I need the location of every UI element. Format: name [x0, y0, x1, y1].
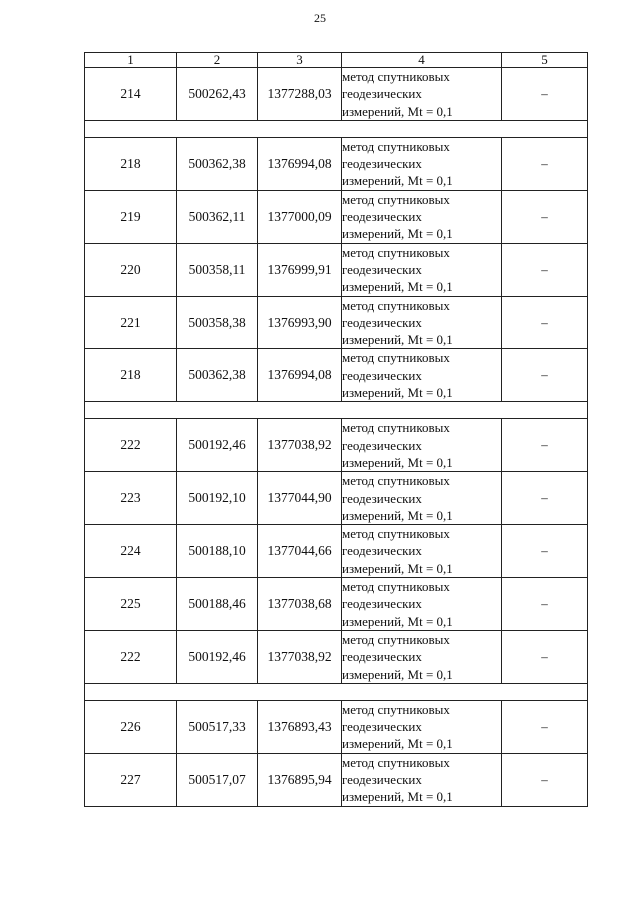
separator-cell [85, 683, 588, 700]
method-line: метод спутниковых [342, 631, 450, 647]
method-line: метод спутниковых [342, 350, 450, 366]
y-coordinate-cell: 1377038,68 [258, 578, 342, 631]
accuracy-dash-cell: – [502, 419, 588, 472]
y-coordinate-cell: 1376895,94 [258, 753, 342, 806]
method-cell [342, 700, 502, 753]
x-coordinate-cell: 500188,10 [177, 525, 258, 578]
method-line: метод спутниковых [342, 473, 450, 489]
accuracy-dash-cell: – [502, 700, 588, 753]
table-row [85, 349, 588, 402]
method-line: геодезических [342, 719, 422, 735]
method-line: измерений, Mt = 0,1 [342, 226, 453, 242]
method-line: измерений, Mt = 0,1 [342, 736, 453, 752]
method-cell [342, 472, 502, 525]
group-separator-row [85, 402, 588, 419]
accuracy-dash-cell: – [502, 525, 588, 578]
method-cell [342, 243, 502, 296]
method-cell [342, 525, 502, 578]
table-row [85, 137, 588, 190]
y-coordinate-cell: 1376994,08 [258, 137, 342, 190]
point-number-cell: 219 [85, 190, 177, 243]
point-number-cell: 226 [85, 700, 177, 753]
method-line: измерений, Mt = 0,1 [342, 173, 453, 189]
method-line: геодезических [342, 771, 422, 787]
x-coordinate-cell: 500362,38 [177, 137, 258, 190]
y-coordinate-cell: 1377044,90 [258, 472, 342, 525]
accuracy-dash-cell: – [502, 68, 588, 121]
method-line: геодезических [342, 314, 422, 330]
method-line: измерений, Mt = 0,1 [342, 454, 453, 470]
accuracy-dash-cell: – [502, 472, 588, 525]
method-line: геодезических [342, 649, 422, 665]
method-line: метод спутниковых [342, 297, 450, 313]
y-coordinate-cell: 1376994,08 [258, 349, 342, 402]
method-line: измерений, Mt = 0,1 [342, 332, 453, 348]
x-coordinate-cell: 500362,11 [177, 190, 258, 243]
x-coordinate-cell: 500362,38 [177, 349, 258, 402]
accuracy-dash-cell: – [502, 753, 588, 806]
y-coordinate-cell: 1377038,92 [258, 419, 342, 472]
y-coordinate-cell: 1377288,03 [258, 68, 342, 121]
method-line: геодезических [342, 596, 422, 612]
method-line: метод спутниковых [342, 579, 450, 595]
table-row [85, 296, 588, 349]
accuracy-dash-cell: – [502, 137, 588, 190]
method-line: метод спутниковых [342, 526, 450, 542]
x-coordinate-cell: 500188,46 [177, 578, 258, 631]
table-row [85, 419, 588, 472]
table-row [85, 243, 588, 296]
method-line: измерений, Mt = 0,1 [342, 103, 453, 119]
accuracy-dash-cell: – [502, 578, 588, 631]
method-line: измерений, Mt = 0,1 [342, 666, 453, 682]
header-col-5: 5 [502, 53, 588, 68]
y-coordinate-cell: 1377038,92 [258, 630, 342, 683]
coordinates-table [84, 52, 588, 807]
accuracy-dash-cell: – [502, 296, 588, 349]
table-row [85, 700, 588, 753]
x-coordinate-cell: 500517,07 [177, 753, 258, 806]
method-line: геодезических [342, 156, 422, 172]
accuracy-dash-cell: – [502, 349, 588, 402]
method-line: геодезических [342, 261, 422, 277]
method-cell [342, 753, 502, 806]
method-line: измерений, Mt = 0,1 [342, 613, 453, 629]
x-coordinate-cell: 500517,33 [177, 700, 258, 753]
table-body [85, 68, 588, 807]
header-col-2: 2 [177, 53, 258, 68]
method-line: геодезических [342, 490, 422, 506]
method-cell [342, 190, 502, 243]
separator-cell [85, 402, 588, 419]
y-coordinate-cell: 1376999,91 [258, 243, 342, 296]
x-coordinate-cell: 500192,46 [177, 419, 258, 472]
accuracy-dash-cell: – [502, 243, 588, 296]
method-line: геодезических [342, 543, 422, 559]
y-coordinate-cell: 1377044,66 [258, 525, 342, 578]
accuracy-dash-cell: – [502, 630, 588, 683]
method-line: метод спутниковых [342, 191, 450, 207]
method-line: метод спутниковых [342, 754, 450, 770]
method-cell [342, 419, 502, 472]
x-coordinate-cell: 500192,10 [177, 472, 258, 525]
method-cell [342, 630, 502, 683]
method-cell [342, 137, 502, 190]
point-number-cell: 224 [85, 525, 177, 578]
method-line: метод спутниковых [342, 69, 450, 84]
table-row [85, 525, 588, 578]
method-line: метод спутниковых [342, 701, 450, 717]
method-line: измерений, Mt = 0,1 [342, 560, 453, 576]
accuracy-dash-cell: – [502, 190, 588, 243]
point-number-cell: 222 [85, 419, 177, 472]
point-number-cell: 218 [85, 349, 177, 402]
table-row [85, 190, 588, 243]
y-coordinate-cell: 1377000,09 [258, 190, 342, 243]
table-row [85, 472, 588, 525]
method-line: измерений, Mt = 0,1 [342, 385, 453, 401]
x-coordinate-cell: 500358,11 [177, 243, 258, 296]
y-coordinate-cell: 1376993,90 [258, 296, 342, 349]
table-header [85, 53, 588, 68]
method-cell [342, 296, 502, 349]
group-separator-row [85, 120, 588, 137]
x-coordinate-cell: 500262,43 [177, 68, 258, 121]
x-coordinate-cell: 500192,46 [177, 630, 258, 683]
point-number-cell: 214 [85, 68, 177, 121]
method-line: геодезических [342, 437, 422, 453]
method-line: метод спутниковых [342, 244, 450, 260]
method-cell [342, 578, 502, 631]
table-row [85, 630, 588, 683]
method-cell [342, 349, 502, 402]
point-number-cell: 222 [85, 630, 177, 683]
separator-cell [85, 120, 588, 137]
method-line: геодезических [342, 86, 422, 102]
x-coordinate-cell: 500358,38 [177, 296, 258, 349]
group-separator-row [85, 683, 588, 700]
point-number-cell: 220 [85, 243, 177, 296]
y-coordinate-cell: 1376893,43 [258, 700, 342, 753]
point-number-cell: 223 [85, 472, 177, 525]
method-cell [342, 68, 502, 121]
method-line: геодезических [342, 209, 422, 225]
point-number-cell: 218 [85, 137, 177, 190]
method-line: геодезических [342, 367, 422, 383]
method-line: измерений, Mt = 0,1 [342, 507, 453, 523]
method-line: метод спутниковых [342, 420, 450, 436]
point-number-cell: 221 [85, 296, 177, 349]
point-number-cell: 227 [85, 753, 177, 806]
page-number: 25 [314, 11, 326, 25]
method-line: метод спутниковых [342, 138, 450, 154]
table-row [85, 753, 588, 806]
header-col-1: 1 [85, 53, 177, 68]
point-number-cell: 225 [85, 578, 177, 631]
table-row [85, 578, 588, 631]
header-col-3: 3 [258, 53, 342, 68]
table-row [85, 68, 588, 121]
method-line: измерений, Mt = 0,1 [342, 279, 453, 295]
method-line: измерений, Mt = 0,1 [342, 789, 453, 805]
header-col-4: 4 [342, 53, 502, 68]
